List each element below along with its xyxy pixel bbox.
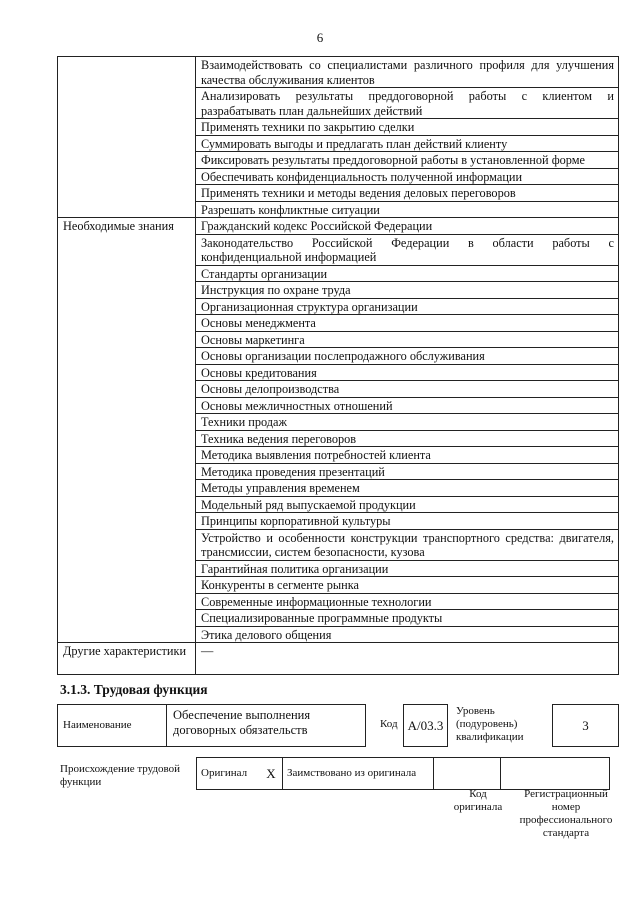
level-value: 3 bbox=[552, 704, 619, 747]
origin-reg-cell bbox=[501, 758, 610, 790]
knowledge-item: Этика делового общения bbox=[196, 626, 619, 643]
code-caption: Код оригинала bbox=[453, 788, 503, 813]
skills_continued-item: Обеспечивать конфиденциальность полученной информации bbox=[196, 168, 619, 185]
other-value: — bbox=[196, 643, 619, 675]
section-title: 3.1.3. Трудовая функция bbox=[60, 682, 208, 697]
skills_continued-item: Разрешать конфликтные ситуации bbox=[196, 201, 619, 218]
code-label: Код bbox=[380, 718, 398, 730]
skills-label-cell bbox=[58, 57, 196, 218]
knowledge-item: Конкуренты в сегменте рынка bbox=[196, 577, 619, 594]
knowledge-item: Основы кредитования bbox=[196, 364, 619, 381]
knowledge-item: Основы делопроизводства bbox=[196, 381, 619, 398]
origin-original: Оригинал bbox=[197, 758, 261, 790]
competency-table-body bbox=[58, 57, 619, 675]
knowledge-item: Инструкция по охране труда bbox=[196, 282, 619, 299]
name-value: Обеспечение выполнения договорных обязательств bbox=[166, 704, 366, 747]
knowledge-item: Техники продаж bbox=[196, 414, 619, 431]
origin-mark: X bbox=[260, 758, 283, 790]
knowledge-item: Устройство и особенности конструкции транспортного средства: двигателя, трансмиссии, систем безопасности, кузова bbox=[196, 529, 619, 560]
table-row bbox=[58, 57, 619, 88]
knowledge-item: Методика проведения презентаций bbox=[196, 463, 619, 480]
level-label: Уровень (подуровень) квалификации bbox=[456, 705, 524, 743]
table-row bbox=[58, 218, 619, 235]
knowledge-item: Гражданский кодекс Российской Федерации bbox=[196, 218, 619, 235]
knowledge-item: Специализированные программные продукты bbox=[196, 610, 619, 627]
skills_continued-item: Взаимодействовать со специалистами различного профиля для улучшения качества обслуживания клиентов bbox=[196, 57, 619, 88]
origin-label: Происхождение трудовой функции bbox=[60, 763, 181, 788]
origin-code-cell bbox=[434, 758, 501, 790]
knowledge-item: Современные информационные технологии bbox=[196, 593, 619, 610]
knowledge-item: Методика выявления потребностей клиента bbox=[196, 447, 619, 464]
knowledge-label: Необходимые знания bbox=[58, 218, 196, 643]
skills_continued-item: Применять техники и методы ведения деловых переговоров bbox=[196, 185, 619, 202]
knowledge-item: Основы маркетинга bbox=[196, 331, 619, 348]
table-row bbox=[58, 643, 619, 675]
origin-table bbox=[196, 757, 610, 790]
knowledge-item: Техника ведения переговоров bbox=[196, 430, 619, 447]
knowledge-item: Модельный ряд выпускаемой продукции bbox=[196, 496, 619, 513]
page-number: 6 bbox=[316, 30, 324, 45]
skills_continued-item: Суммировать выгоды и предлагать план действий клиенту bbox=[196, 135, 619, 152]
knowledge-item: Принципы корпоративной культуры bbox=[196, 513, 619, 530]
reg-caption: Регистрационный номер профессионального стандарта bbox=[519, 788, 613, 839]
skills_continued-item: Анализировать результаты преддоговорной работы с клиентом и разрабатывать план дальнейших действий bbox=[196, 88, 619, 119]
knowledge-item: Основы менеджмента bbox=[196, 315, 619, 332]
skills_continued-item: Фиксировать результаты преддоговорной работы в установленной форме bbox=[196, 152, 619, 169]
knowledge-item: Гарантийная политика организации bbox=[196, 560, 619, 577]
knowledge-item: Стандарты организации bbox=[196, 265, 619, 282]
other-label: Другие характеристики bbox=[58, 643, 196, 675]
knowledge-item: Основы межличностных отношений bbox=[196, 397, 619, 414]
origin-borrowed: Заимствовано из оригинала bbox=[283, 758, 434, 790]
knowledge-item: Основы организации послепродажного обслуживания bbox=[196, 348, 619, 365]
name-label: Наименование bbox=[57, 704, 167, 747]
competency-table bbox=[57, 56, 619, 675]
knowledge-item: Методы управления временем bbox=[196, 480, 619, 497]
code-value: A/03.3 bbox=[403, 704, 448, 747]
knowledge-item: Организационная структура организации bbox=[196, 298, 619, 315]
skills_continued-item: Применять техники по закрытию сделки bbox=[196, 119, 619, 136]
knowledge-item: Законодательство Российской Федерации в области работы с конфиденциальной информацией bbox=[196, 234, 619, 265]
